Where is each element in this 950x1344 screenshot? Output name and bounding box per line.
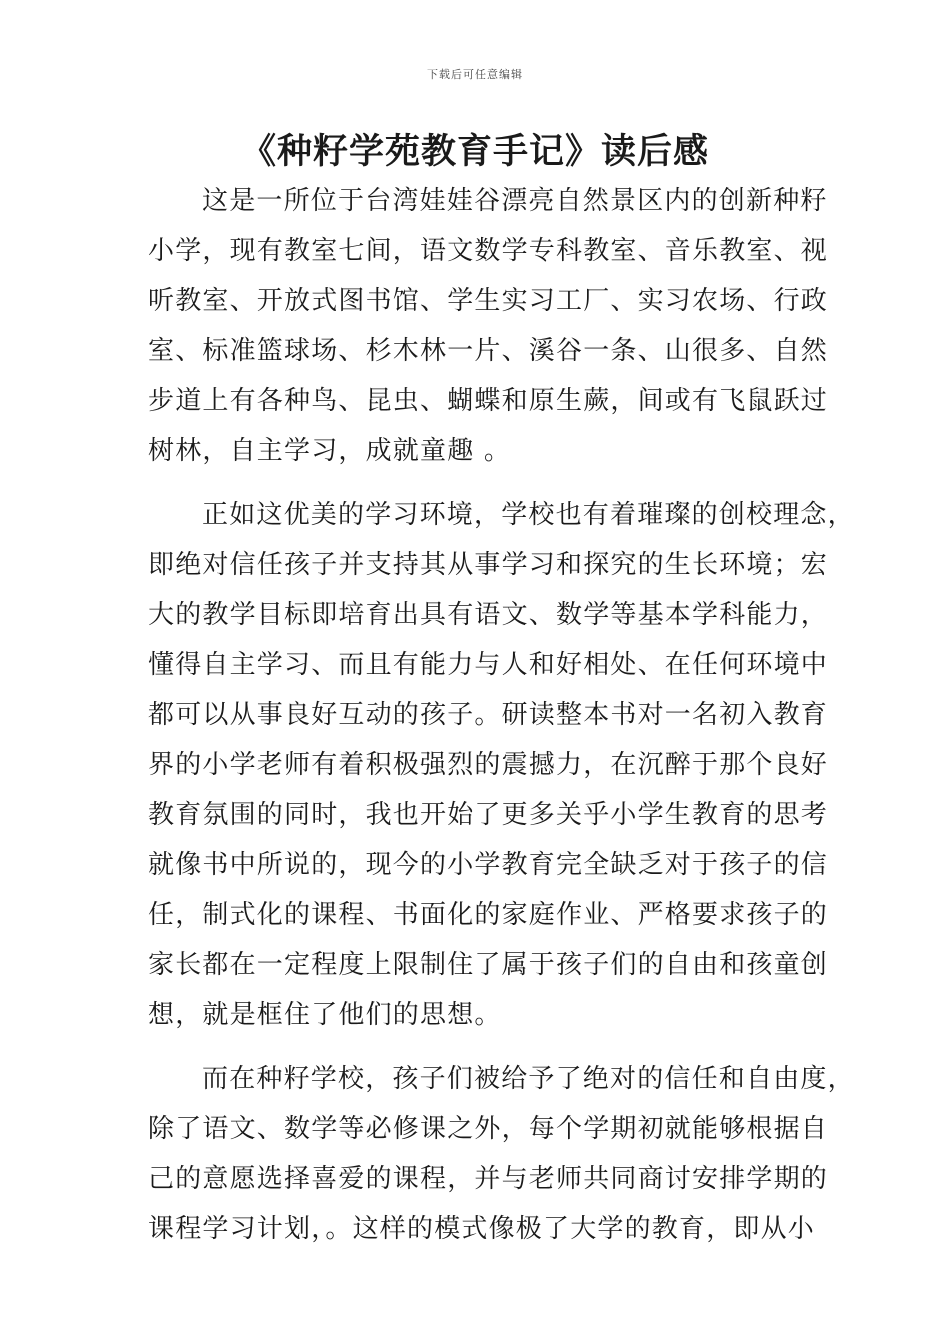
paragraph-spacer [148,1040,818,1054]
text-line: 除了语文、数学等必修课之外，每个学期初就能够根据自 [148,1114,829,1144]
text-line: 家长都在一定程度上限制住了属于孩子们的自由和孩童创 [148,950,829,980]
text-line: 这是一所位于台湾娃娃谷漂亮自然景区内的创新种籽 [202,186,828,216]
text-line: 任，制式化的课程、书面化的家庭作业、严格要求孩子的 [148,900,829,930]
header-note: 下载后可任意编辑 [427,68,523,81]
text-line: 都可以从事良好互动的孩子。研读整本书对一名初入教育 [148,700,829,730]
text-line: 树林，自主学习，成就童趣 。 [148,436,512,466]
text-line: 小学，现有教室七间，语文数学专科教室、音乐教室、视 [148,236,829,266]
text-line: 懂得自主学习、而且有能力与人和好相处、在任何环境中 [148,650,829,680]
text-line: 即绝对信任孩子并支持其从事学习和探究的生长环境；宏 [148,550,829,580]
paragraph-2 [148,490,855,1040]
text-line: 室、标准篮球场、杉木林一片、溪谷一条、山很多、自然 [148,336,829,366]
text-line: 步道上有各种鸟、昆虫、蝴蝶和原生蕨，间或有飞鼠跃过 [148,386,829,416]
text-line: 课程学习计划，。这样的模式像极了大学的教育，即从小 [148,1214,816,1244]
text-line: 界的小学老师有着积极强烈的震撼力，在沉醉于那个良好 [148,750,829,780]
text-line: 听教室、开放式图书馆、学生实习工厂、实习农场、行政 [148,286,829,316]
text-line: 正如这优美的学习环境，学校也有着璀璨的创校理念， [202,500,855,530]
paragraph-1 [148,176,829,476]
text-line: 而在种籽学校，孩子们被给予了绝对的信任和自由度， [202,1064,855,1094]
text-line: 就像书中所说的，现今的小学教育完全缺乏对于孩子的信 [148,850,829,880]
text-line: 己的意愿选择喜爱的课程，并与老师共同商讨安排学期的 [148,1164,829,1194]
text-line: 想，就是框住了他们的思想。 [148,1000,502,1030]
paragraph-3 [148,1054,855,1254]
paragraph-spacer [148,476,818,490]
document-body [148,176,855,1254]
text-line: 大的教学目标即培育出具有语文、数学等基本学科能力， [148,600,829,630]
document-title: 《种籽学苑教育手记》读后感 [240,132,709,172]
text-line: 教育氛围的同时，我也开始了更多关乎小学生教育的思考 [148,800,829,830]
